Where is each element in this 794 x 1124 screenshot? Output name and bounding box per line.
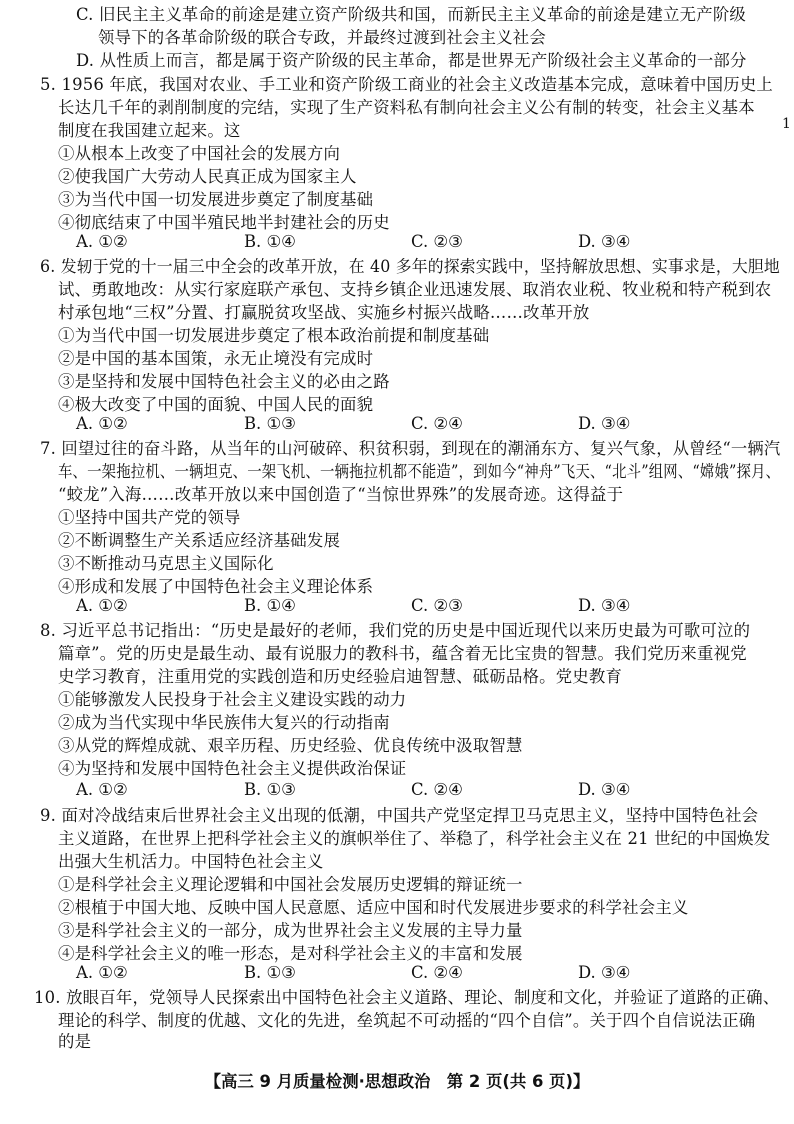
q5-choice-b: B. ①④	[244, 232, 296, 251]
q9-choice-b: B. ①③	[244, 963, 296, 982]
q4-option-d: D. 从性质上而言，都是属于资产阶级的民主革命，都是世界无产阶级社会主义革命的一部分	[76, 51, 747, 70]
q8-item-1: ①能够激发人民投身于社会主义建设实践的动力	[58, 690, 407, 709]
q6-choice-c: C. ②④	[411, 414, 463, 433]
q6-stem-line1: 6. 发轫于党的十一届三中全会的改革开放，在 40 多年的探索实践中，坚持解放思想、实事求是，大胆地	[40, 257, 780, 276]
q5-choice-c: C. ②③	[411, 232, 463, 251]
q7-stem-line3: “蛟龙”入海……改革开放以来中国创造了“当惊世界殊”的发展奇迹。这得益于	[58, 485, 624, 504]
q9-stem-line2: 主义道路，在世界上把科学社会主义的旗帜举住了、举稳了，科学社会主义在 21 世纪的中国焕发	[58, 829, 771, 848]
q6-choices	[0, 413, 794, 435]
q9-choice-c: C. ②④	[411, 963, 463, 982]
q7-choice-c: C. ②③	[411, 596, 463, 615]
q8-choice-c: C. ②④	[411, 780, 463, 799]
q7-choice-b: B. ①④	[244, 596, 296, 615]
q7-choices	[0, 595, 794, 617]
q8-stem-line1: 8. 习近平总书记指出：“历史是最好的老师，我们党的历史是中国近现代以来历史最为可歌可泣的	[40, 621, 751, 640]
q8-item-4: ④为坚持和发展中国特色社会主义提供政治保证	[58, 759, 407, 778]
q7-stem-line1: 7. 回望过往的奋斗路，从当年的山河破碎、积贫积弱，到现在的潮涌东方、复兴气象，从曾经“一辆汽	[40, 439, 781, 458]
q5-choice-a: A. ①②	[76, 232, 128, 251]
q5-item-1: ①从根本上改变了中国社会的发展方向	[58, 144, 341, 163]
q8-item-3: ③从党的辉煌成就、艰辛历程、历史经验、优良传统中汲取智慧	[58, 736, 523, 755]
q7-item-1: ①坚持中国共产党的领导	[58, 508, 241, 527]
q10-stem-line1: 10. 放眼百年，党领导人民探索出中国特色社会主义道路、理论、制度和文化，并验证了道路的正确、	[34, 988, 780, 1007]
q5-item-2: ②使我国广大劳动人民真正成为国家主人	[58, 167, 357, 186]
q9-item-1: ①是科学社会主义理论逻辑和中国社会发展历史逻辑的辩证统一	[58, 875, 523, 894]
q9-item-3: ③是科学社会主义的一部分，成为世界社会主义发展的主导力量	[58, 921, 523, 940]
q9-choice-d: D. ③④	[578, 963, 631, 982]
q6-choice-d: D. ③④	[578, 414, 631, 433]
q7-item-2: ②不断调整生产关系适应经济基础发展	[58, 531, 341, 550]
q8-choice-b: B. ①③	[244, 780, 296, 799]
q7-stem-line2: 车、一架拖拉机、一辆坦克、一架飞机、一辆拖拉机都不能造”，到如今“神舟”飞天、“北斗”组网、“嫦娥”探月、	[58, 462, 781, 481]
q7-item-3: ③不断推动马克思主义国际化	[58, 554, 274, 573]
q9-stem-line1: 9. 面对冷战结束后世界社会主义出现的低潮，中国共产党坚定捍卫马克思主义，坚持中国特色社会	[40, 806, 759, 825]
q8-choices	[0, 779, 794, 801]
q8-choice-a: A. ①②	[76, 780, 128, 799]
q6-item-2: ②是中国的基本国策，永无止境没有完成时	[58, 349, 374, 368]
q6-choice-a: A. ①②	[76, 414, 128, 433]
q6-item-3: ③是坚持和发展中国特色社会主义的必由之路	[58, 372, 390, 391]
q7-choice-a: A. ①②	[76, 596, 128, 615]
q7-item-4: ④形成和发展了中国特色社会主义理论体系	[58, 577, 374, 596]
q9-item-2: ②根植于中国大地、反映中国人民意愿、适应中国和时代发展进步要求的科学社会主义	[58, 898, 689, 917]
q9-item-4: ④是科学社会主义的唯一形态，是对科学社会主义的丰富和发展	[58, 944, 523, 963]
q5-choice-d: D. ③④	[578, 232, 631, 251]
q9-choices	[0, 962, 794, 984]
q5-stem-line3: 制度在我国建立起来。这	[58, 121, 241, 140]
q8-stem-line2: 篇章”。党的历史是最生动、最有说服力的教科书，蕴含着无比宝贵的智慧。我们党历来重视党	[58, 644, 747, 663]
q9-stem-line3: 出强大生机活力。中国特色社会主义	[58, 852, 324, 871]
q4-option-c-line1: C. 旧民主主义革命的前途是建立资产阶级共和国，而新民主主义革命的前途是建立无产阶级	[76, 5, 747, 24]
page-footer: 【高三 9 月质量检测·思想政治 第 2 页(共 6 页)】	[204, 1072, 590, 1091]
q9-choice-a: A. ①②	[76, 963, 128, 982]
q6-choice-b: B. ①③	[244, 414, 296, 433]
q8-stem-line3: 史学习教育，注重用党的实践创造和历史经验启迪智慧、砥砺品格。党史教育	[58, 667, 623, 686]
q8-item-2: ②成为当代实现中华民族伟大复兴的行动指南	[58, 713, 390, 732]
q5-stem-line1: 5. 1956 年底，我国对农业、手工业和资产阶级工商业的社会主义改造基本完成，意味着中国历史上	[40, 75, 773, 94]
q8-choice-d: D. ③④	[578, 780, 631, 799]
q5-item-3: ③为当代中国一切发展进步奠定了制度基础	[58, 190, 374, 209]
q10-stem-line3: 的是	[58, 1032, 92, 1051]
q4-option-c-line2: 领导下的各革命阶级的联合专政，并最终过渡到社会主义社会	[98, 28, 546, 47]
q6-stem-line2: 试、勇敢地改：从实行家庭联产承包、支持乡镇企业迅速发展、取消农业税、牧业税和特产税到农	[58, 280, 772, 299]
q7-choice-d: D. ③④	[578, 596, 631, 615]
q5-choices	[0, 231, 794, 253]
q5-stem-line2: 长达几千年的剥削制度的完结，实现了生产资料私有制向社会主义公有制的转变，社会主义基本	[58, 98, 755, 117]
q6-item-1: ①为当代中国一切发展进步奠定了根本政治前提和制度基础	[58, 326, 490, 345]
q6-item-4: ④极大改变了中国的面貌、中国人民的面貌	[58, 395, 374, 414]
q5-item-4: ④彻底结束了中国半殖民地半封建社会的历史	[58, 213, 390, 232]
q6-stem-line3: 村承包地“三权”分置、打赢脱贫攻坚战、实施乡村振兴战略……改革开放	[58, 303, 590, 322]
q10-stem-line2: 理论的科学、制度的优越、文化的先进，垒筑起不可动摇的“四个自信”。关于四个自信说法正确	[58, 1011, 756, 1030]
margin-mark: 1	[782, 116, 791, 132]
